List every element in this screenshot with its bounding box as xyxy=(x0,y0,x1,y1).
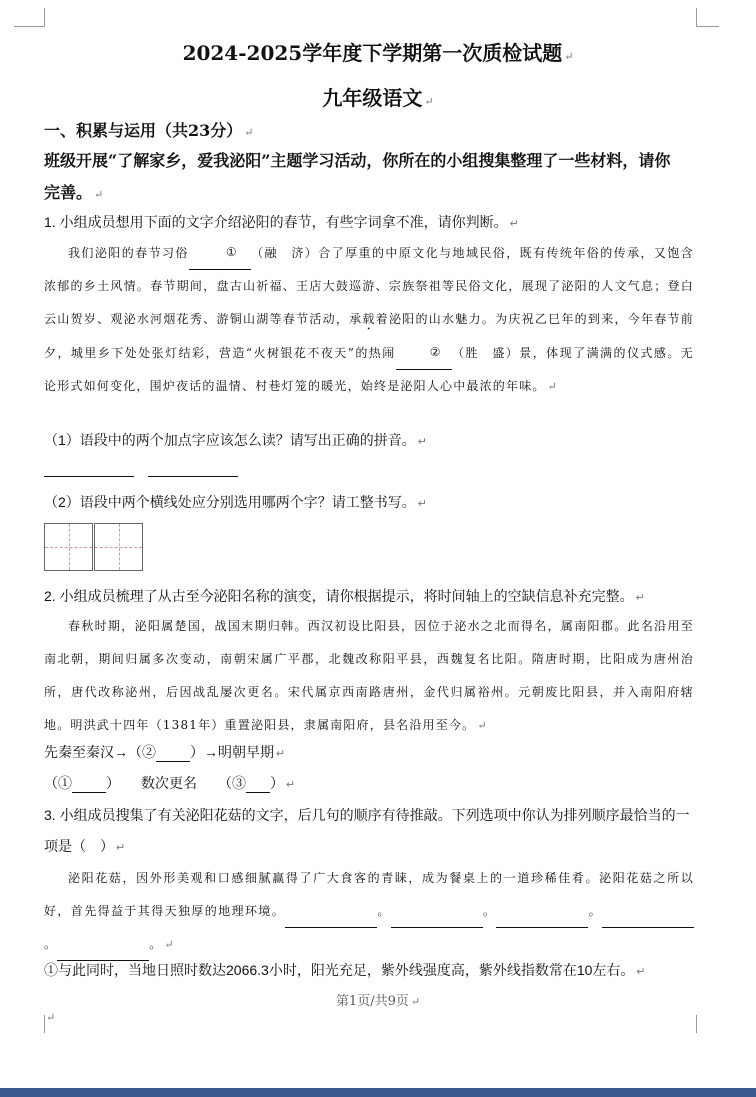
section-heading xyxy=(44,118,254,141)
pinyin-answer-line-1[interactable] xyxy=(44,476,134,477)
question-1-2 xyxy=(44,492,427,512)
writing-grid-box-1[interactable] xyxy=(44,523,93,571)
passage-3 xyxy=(44,862,694,961)
paragraph-mark: ↵ xyxy=(286,779,296,791)
page-title-text: 2024-2025学年度下学期第一次质检试题 xyxy=(182,41,563,65)
separator: 。 xyxy=(482,904,497,918)
passage-1 xyxy=(44,236,694,403)
intro-line-1: 班级开展“了解家乡，爱我泌阳”主题学习活动，你所在的小组搜集整理了一些材料，请你 xyxy=(44,151,671,170)
question-2 xyxy=(44,586,645,606)
question-1-1 xyxy=(44,430,427,450)
passage-2-text: 春秋时期，泌阳属楚国，战国末期归韩。西汉初设比阳县，因位于泌水之北而得名，属南阳郡。此名沿用至南北朝，期间归属多次变动，南朝宋属广平郡，北魏改称阳平县，西魏复名比阳。隋唐时期，比阳成为唐州治所，唐代改称泌州，后因战乱屡次更名。宋代属京西南路唐州，金代归属裕州。元朝废比阳县，并入南阳府辖地。明洪武十四年（1381年）重置泌阳县，隶属南阳府，县名沿用至今。 xyxy=(44,619,694,732)
question-1-1-text: （1）语段中的两个加点字应该怎么读？请写出正确的拼音。 xyxy=(44,432,416,448)
order-blank-1[interactable] xyxy=(285,927,377,928)
paragraph-mark: ↵ xyxy=(477,719,488,732)
paragraph-mark: ↵ xyxy=(509,218,519,230)
page-title xyxy=(0,37,756,66)
passage-1-part-b: （融 济）合了厚重的中原文化与地域民俗，既有传统年俗的传承，又饱含浓郁的乡土风情。春节期间，盘古山祈福、王店大鼓巡游、宗族祭祖等民俗文化，展现了泌阳的人文气息；登白云山贺岁、观泌水河烟花秀、游铜山湖等春节活动，承 xyxy=(44,246,694,326)
timeline-row-2-end: ） xyxy=(270,775,284,791)
intro-line-2-text: 完善。 xyxy=(44,183,93,202)
paragraph-mark: ↵ xyxy=(564,50,574,63)
passage-3-text: 泌阳花菇，因外形美观和口感细腻赢得了广大食客的青睐，成为餐桌上的一道珍稀佳肴。泌阳花菇之所以好，首先得益于其得天独厚的地理环境。 xyxy=(44,871,694,918)
question-3-line-2 xyxy=(44,836,125,856)
separator: 。 xyxy=(44,937,58,951)
passage-2 xyxy=(44,610,694,742)
order-blank-4[interactable] xyxy=(602,927,694,928)
question-1 xyxy=(44,212,519,232)
paragraph-mark: ↵ xyxy=(116,842,126,854)
crop-mark-bottom-left xyxy=(14,1015,45,1033)
window-bottom-bar xyxy=(0,1088,756,1097)
paragraph-mark: ↵ xyxy=(164,938,175,951)
blank-1-label: ① xyxy=(225,245,238,259)
page-subtitle xyxy=(0,82,756,111)
question-1-2-text: （2）语段中两个横线处应分别选用哪两个字？请工整书写。 xyxy=(44,494,416,510)
timeline-row-2-start: （① xyxy=(44,775,72,791)
page-subtitle-text: 九年级语文 xyxy=(322,86,423,110)
paragraph-mark: ↵ xyxy=(410,995,421,1008)
question-3-line-1: 3. 小组成员搜集了有关泌阳花菇的文字，后几句的顺序有待推敲。下列选项中你认为排列顺序最恰当的一 xyxy=(44,807,690,823)
page-footer xyxy=(0,990,756,1009)
paragraph-mark: ↵ xyxy=(244,126,254,139)
dotted-char: 载 xyxy=(362,312,376,326)
question-3-line-2-text: 项是（ ） xyxy=(44,838,114,854)
paragraph-mark: ↵ xyxy=(547,380,559,393)
option-1-text: ①与此同时，当地日照时数达2066.3小时，阳光充足，紫外线强度高，紫外线指数常在10左右。 xyxy=(44,962,635,978)
timeline-row-1 xyxy=(44,742,285,762)
paragraph-mark: ↵ xyxy=(636,966,646,978)
paragraph-mark: ↵ xyxy=(417,498,428,510)
paragraph-mark: ↵ xyxy=(417,436,428,448)
writing-grid-box-2[interactable] xyxy=(94,523,143,571)
order-blank-3[interactable] xyxy=(496,927,588,928)
timeline-row-2 xyxy=(44,773,295,793)
paragraph-mark: ↵ xyxy=(94,188,104,201)
order-blank-2[interactable] xyxy=(391,927,483,928)
timeline-row-2-middle: ） 数次更名 （③ xyxy=(106,775,246,791)
crop-mark-bottom-right xyxy=(696,1015,719,1033)
separator: 。 xyxy=(149,937,163,951)
separator: 。 xyxy=(377,904,391,918)
crop-mark-top-right xyxy=(696,8,719,27)
timeline-blank-3[interactable] xyxy=(246,792,270,793)
timeline-row-1-start: 先秦至秦汉→（② xyxy=(44,744,156,760)
empty-paragraph xyxy=(44,1006,55,1025)
paragraph-mark: ↵ xyxy=(424,95,434,108)
paragraph-mark: ↵ xyxy=(46,1011,56,1024)
question-2-text: 2. 小组成员梳理了从古至今泌阳名称的演变，请你根据提示，将时间轴上的空缺信息补充完整。 xyxy=(44,588,634,604)
section-heading-text: 一、积累与运用（共23分） xyxy=(44,121,243,140)
intro-line-2 xyxy=(44,180,103,203)
timeline-blank-1[interactable] xyxy=(72,792,106,793)
timeline-row-1-end: ）→明朝早期 xyxy=(190,744,274,760)
option-1 xyxy=(44,960,646,980)
blank-2[interactable] xyxy=(396,336,452,370)
blank-1[interactable] xyxy=(189,236,251,270)
blank-2-label: ② xyxy=(429,345,442,359)
timeline-blank-2[interactable] xyxy=(156,761,190,762)
passage-1-part-c: 着泌阳的山水魅力。为庆祝乙巳年的到来，今年春节前夕，城里乡下处处张灯结彩，营造“火树银花不夜天”的热闹 xyxy=(44,312,694,360)
crop-mark-top-left xyxy=(14,8,45,27)
page-number: 第1页/共9页 xyxy=(335,994,409,1009)
question-1-text: 1. 小组成员想用下面的文字介绍泌阳的春节，有些字词拿不准，请你判断。 xyxy=(44,214,508,230)
passage-1-part-d: （胜 盛）景，体现了满满的仪式感。无论形式如何变化，围炉夜话的温情、村巷灯笼的暖光，始终是泌阳人心中最浓的年味。 xyxy=(44,346,694,393)
paragraph-mark: ↵ xyxy=(635,592,645,604)
pinyin-answer-line-2[interactable] xyxy=(148,476,238,477)
separator: 。 xyxy=(588,904,603,918)
passage-1-part-a: 我们泌阳的春节习俗 xyxy=(68,246,189,260)
paragraph-mark: ↵ xyxy=(276,748,286,760)
